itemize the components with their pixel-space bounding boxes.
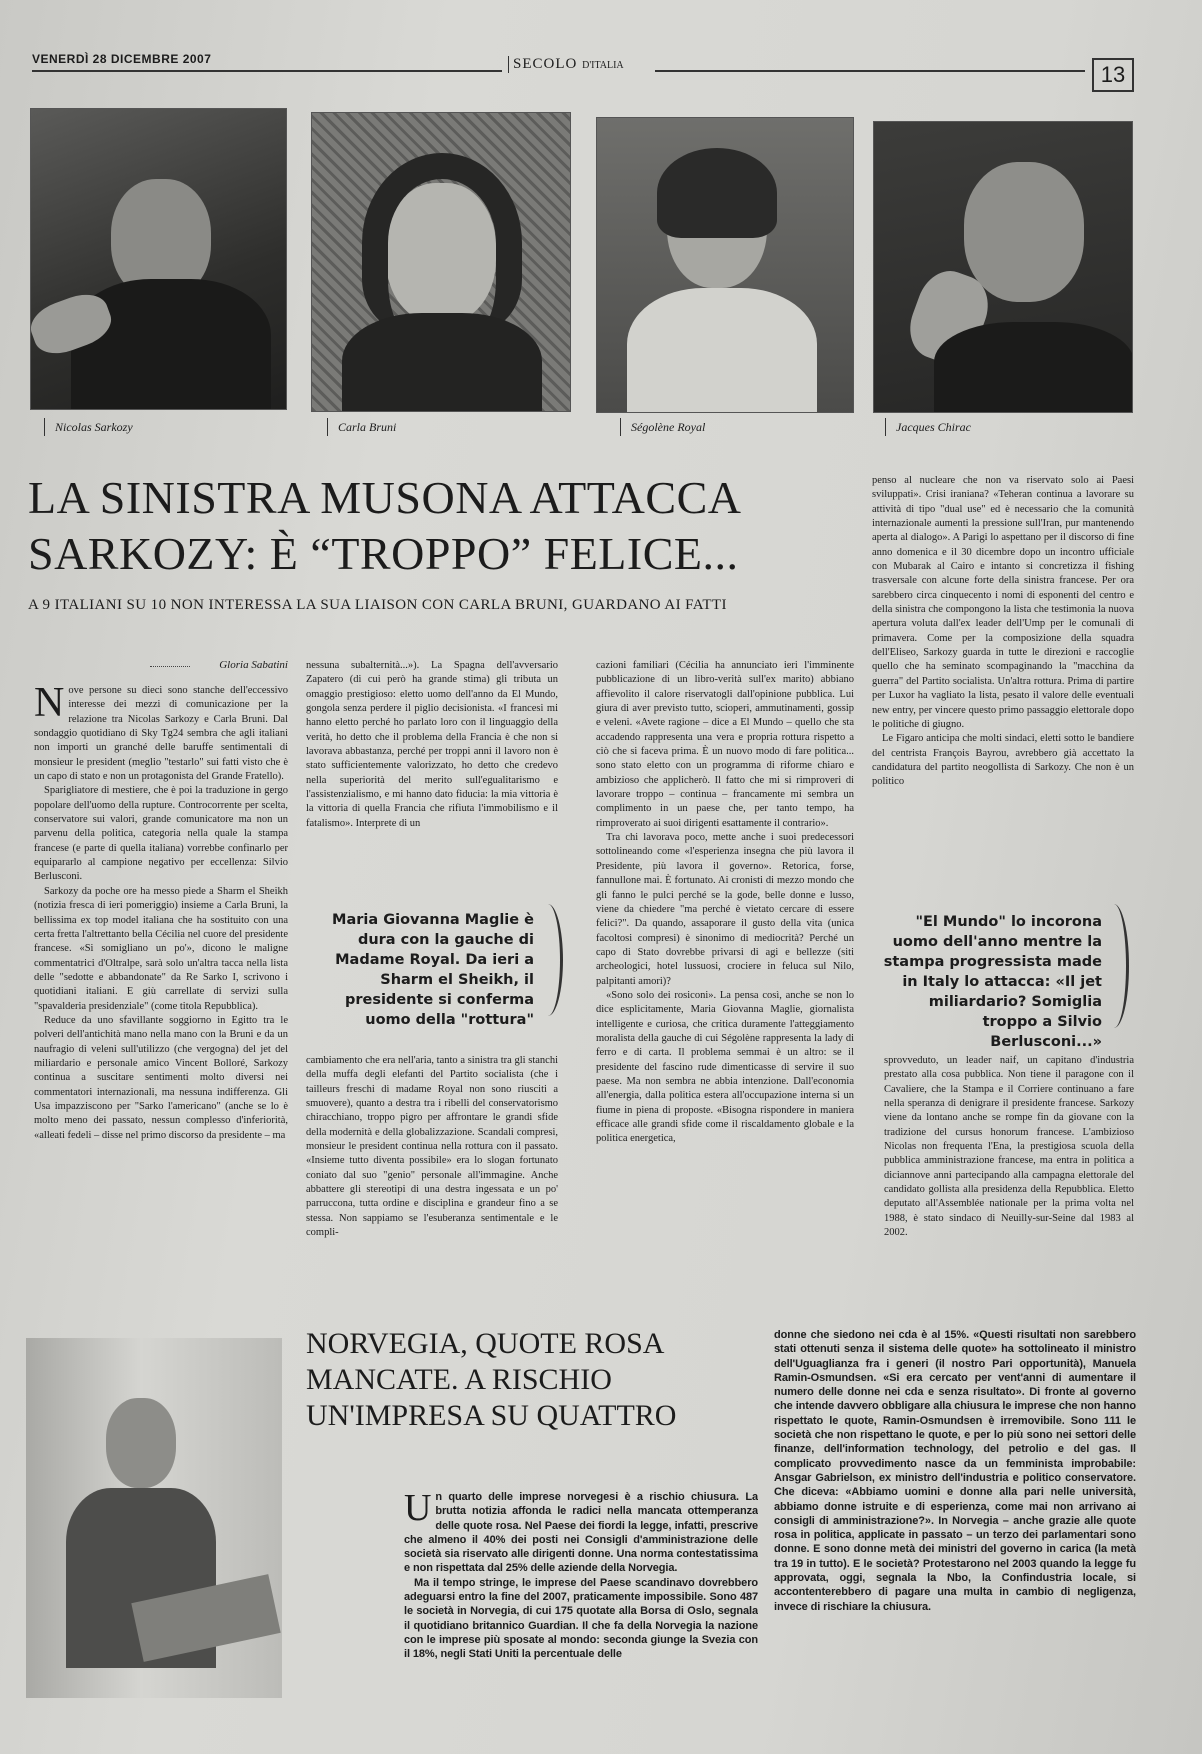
headline-line: UN'IMPRESA SU QUATTRO — [306, 1399, 677, 1432]
headline-line: NORVEGIA, QUOTE ROSA — [306, 1327, 665, 1360]
header-rule-left — [32, 70, 502, 72]
article-paragraph: Le Figaro anticipa che molti sindaci, eletti sotto le bandiere del centrista François Bayrou, avrebbero già accettato la candidatura del partito neogollista di Sarkozy. Che non è un politico — [872, 733, 1134, 788]
main-headline — [28, 470, 868, 582]
headline-line: LA SINISTRA MUSONA ATTACCA — [28, 472, 742, 523]
article-paragraph: ove persone su dieci sono stanche dell'eccessivo interesse dei mezzi di comunicazione per la relazione tra Nicolas Sarkozy e Carla Bruni. Dal sondaggio quotidiano di Sky Tg24 sembra che agli italiani non importi un granché delle baruffe sentimentali di monsieur le president (meglio "testarlo" sui fatti visto che è un capo di stato e non un protagonista del Grande Fratello). — [34, 685, 288, 783]
article-paragraph: nessuna subalternità...»). La Spagna dell'avversario Zapatero (di cui però ha grande stima) gli tributa un omaggio prestigioso: eletto uomo dell'anno da El Mundo, gongola senza perdere il piglio decisionista. «I francesi mi hanno eletto perché ho parlato loro con il linguaggio della verità, ho detto che il problema della Francia è che non si lavorava abbastanza, perché per troppi anni il lavoro non è stato sufficientemente valorizzato, ho detto che credevo nella superiorità del merito sull'egualitarismo e l'assistenzialismo, e mi hanno dato fiducia: la mia vittoria è la vittoria di quella Francia che rifiuta l'immobilismo e il fatalismo». Interprete di un — [306, 660, 558, 829]
pull-quote-bracket — [1104, 904, 1129, 1028]
photo-caption: Nicolas Sarkozy — [44, 418, 133, 436]
photo-caption: Carla Bruni — [327, 418, 396, 436]
article-column-2-bottom — [306, 1054, 558, 1512]
article-paragraph: cazioni familiari (Cécilia ha annunciato ieri l'imminente pubblicazione di un libro-verità sull'ex marito) abbiano affievolito il calore riservatogli dall'opinione pubblica. Lui giura di aver previsto tutto, scioperi, ammutinamenti, gossip e veleni. «Avete ragione – dice a El Mundo – quello che sta accadendo rappresenta una vera e propria rottura rispetto a ciò che si faceva prima. È un nuovo modo di fare politica... sono stato eletto con un programma di riforme chiaro e ambizioso che applicherò. Il fatto che mi si rimproveri di lavorare troppo – continua – francamente mi sembra un complimento in un paese che, per tanto tempo, ha rimproverato ai suoi dirigenti esattamente il contrario». — [596, 660, 854, 829]
drop-cap: N — [34, 684, 65, 726]
photo-royal — [596, 117, 854, 413]
photo-caption: Ségolène Royal — [620, 418, 705, 436]
photo-bruni — [311, 112, 571, 412]
article-column-2-top — [306, 659, 558, 891]
newspaper-name-suffix: D'ITALIA — [582, 60, 624, 71]
pull-quote-left: Maria Giovanna Maglie è dura con la gauche di Madame Royal. Da ieri a Sharm el Sheikh, il presidente si conferma uomo della "rottura" — [332, 912, 534, 1028]
headline-line: MANCATE. A RISCHIO — [306, 1363, 612, 1396]
article-paragraph: n quarto delle imprese norvegesi è a rischio chiusura. La brutta notizia affonda le radici nella mancata ottemperanza delle quote rosa. Nel Paese dei fiordi la legge, infatti, prescrive che almeno il 40% dei posti nei Consigli d'amministrazione delle società sia riservato alle dirigenti donne. Una norma contestatissima e non rispettata dal 25% delle aziende della Norvegia. — [404, 1491, 758, 1575]
article-paragraph: Tra chi lavorava poco, mette anche i suoi predecessori sottolineando come «l'esperienza insegna che più lavora il Presidente, più lavora il governo». Retorica, forse, fannullone mai. È fortunato. Ai cronisti di mezzo mondo che gli fanno le pulci perché se la gode, belle donne e lusso, viene da chiedere "ma perché è vietato cercare di essere felici?". Da quando, assaporare il gusto della vita (unica facoltosi compresi) è sinonimo di mediocrità? Perché un capo di Stato dovrebbe privarsi di agi e bellezze (siti archeologici, hotel lussuosi, crociere in feluca sul Nilo, palpitanti amori)? — [596, 832, 854, 987]
article-paragraph: Sarkozy da poche ore ha messo piede a Sharm el Sheikh (notizia fresca di ieri pomeriggio) insieme a Carla Bruni, la bellissima ex top model italiana che ha sostituito con una certa fretta l'altrettanto bella Cécilia nel cuore del presidente francese. «Si somigliano un po'», dicono le maligne commentatrici d'Oltralpe, sarà solo un'altra tacca nella lista delle "sedotte e abbandonate" da Re Sarko I, scrivono i quotidiani italiani. E giù carrellate di servizi sulla "spavalderia presidenziale" (come titola Repubblica). — [34, 885, 288, 1012]
byline: Gloria Sabatini — [219, 659, 288, 671]
article-column-4-top — [872, 474, 1134, 884]
photo-caption: Jacques Chirac — [885, 418, 971, 436]
article-paragraph: Ma il tempo stringe, le imprese del Paese scandinavo dovrebbero adeguarsi entro la fine del 2007, praticamente impossibile. Sono 487 le società in Norvegia, di cui 175 quotate alla Borsa di Oslo, segnala il quotidiano britannico Guardian. Il che fa della Norvegia la nazione con le imprese più sposate al mondo: seconda giunge la Svezia con il 18%, negli Stati Uniti la percentuale delle — [404, 1576, 758, 1661]
photo-chirac — [873, 121, 1133, 413]
headline-line: SARKOZY: È “TROPPO” FELICE... — [28, 528, 739, 579]
pull-quote-bracket — [538, 904, 563, 1016]
newspaper-name — [508, 56, 624, 73]
pull-quote-right: "El Mundo" lo incorona uomo dell'anno mentre la stampa progressista made in Italy lo attacca: «Il jet miliardario? Somiglia troppo a Silvio Berlusconi...» — [883, 914, 1102, 1050]
second-headline — [306, 1326, 746, 1434]
article-paragraph: «Sono solo dei rosiconi». La pensa così, anche se non lo dice esplicitamente, Maria Giovanna Maglie, giornalista intelligente e curiosa, che critica duramente l'atteggiamento moralista della gauche di cui Ségolène rappresenta la lady di ferro e di carta. Il problema semmai è un altro: se il presidente del fascino rude dimenticasse di servire il suo paese. Ma non sembra ne abbia intenzione. Dall'economia all'energia, dalla politica estera all'occupazione interna si un fiume in piena di proposte. «Bisogna rispondere in maniera efficace alle grandi sfide come il riscaldamento globale e la politica energetica, — [596, 989, 854, 1145]
article-paragraph: Reduce da uno sfavillante soggiorno in Egitto tra le polveri dell'antichità mano nella mano con la Bruni e da un naufragio di veleni sull'utilizzo (che vergogna) del jet del miliardario e personale amico Vincent Bolloré, Sarkozy continua a suscitare sentimenti molto diversi nei commentatori internazionali, ma nessuna indifferenza. Gli Usa impazziscono per "Sarko l'americano" (anche se lo è molto meno dei passato, nessun complesso d'inferiorità, «alleati fedeli – disse nel primo discorso da presidente – ma — [34, 1014, 288, 1141]
article-paragraph: sprovveduto, un leader naif, un capitano d'industria prestato alla cosa pubblica. Non tiene il paragone con il Cavaliere, che la Stampa e il Corriere continuano a fare nella speranza di denigrare il presidente francese. Sarkozy viene da lontano anche se rompe fin da giovane con la tradizione del cursus honorum francese. L'ambizioso Nicolas non frequenta l'Ena, la prestigiosa scuola della pubblica amministrazione francese, ma entra in politica a diciannove anni partecipando alla campagna elettorale del candidato gollista alla presidenza della Repubblica. Eletto deputato all'Assemblée nationale per la prima volta nel 1988, è stato sindaco di Neuilly-sur-Seine dal 1983 al 2002. — [884, 1055, 1134, 1239]
article-paragraph: penso al nucleare che non va riservato solo ai Paesi sviluppati». Crisi iraniana? «Teheran continua a lavorare su attività di tipo "dual use" ed è necessario che la comunità internazionale aumenti la pressione sull'Iran, pur mantenendo aperta al dialogo». A Parigi lo aspettano per il discorso di fine anno domenica e il 30 dicembre dopo un incontro ufficiale con Mubarak al Cairo e intanto si concretizza il fishing trasversale con alcune forte della sinistra francese. Per ora sarebbero circa cinquecento i nomi di esponenti del centro e della sinistra che compongono la lista che testimonia la nuova apertura voluta dall'ex leader dell'Ump per le comunali di primavera. Come per la composizione della squadra dell'Eliseo, Sarkozy guarda in tutte le direzioni e raccoglie quello che ha seminato scompaginando la "macchina da guerra" del Partito socialista. Un'altra rottura. Prima di partire per Luxor ha vagliato la lista, pesato il valore delle eventuali new entry, per vincere questo primo passaggio elettorale dopo le politiche di giugno. — [872, 475, 1134, 730]
article-paragraph: donne che siedono nei cda è al 15%. «Questi risultati non sarebbero stati ottenuti senza il sistema delle quote» ha sottolineato il ministro dell'Uguaglianza fra i generi (il nostro Pari opportunità), Manuela Ramin-Osmundsen. «Si era cercato per vent'anni di aumentare il numero delle donne nei cda e senza risultato». Di fronte al governo che intende davvero obbligare alla chiusura le imprese che non hanno rispettato le quote, Ramin-Osmundsen è irremovibile. Sono 111 le società che non rispettano le quote, e per lo più sono nei settori delle finanze, dell'information technology, del petrolio e del gas. Il complicato provvedimento nasce da un femminista improbabile: Ansgar Gabrielson, ex ministro dell'industria e politico conservatore. Che diceva: «Abbiamo uomini e donne alla pari nelle università, abbiamo donne istruite e di esperienza, come mai non arrivano ai consigli di amministrazione?». In Norvegia – anche grazie alle quote rosa in politica, applicate in passato – un terzo dei parlamentari sono donne. E sono donne metà dei ministri del governo in carica (la metà tra 19 in tutto). E le società? Protestarono nel 2003 quando la legge fu approvata, oggi, segnala la Nbo, la Confindustria locale, si accontenterebbero di pagare una multa in cambio di negligenza, invece di rischiare la chiusura. — [774, 1329, 1136, 1613]
subheadline: A 9 ITALIANI SU 10 NON INTERESSA LA SUA LIAISON CON CARLA BRUNI, GUARDANO AI FATTI — [28, 597, 727, 613]
header-rule-right — [655, 70, 1085, 72]
article-paragraph: Sparigliatore di mestiere, che è poi la traduzione in gergo popolare dell'uomo della rupture. Controcorrente per scelta, conservatore sui valori, grande comunicatore ma non un parvenu della politica, categoria nella quale la stampa francese (e parte di quella italiana) vorrebbe confinarlo per equipararlo al campione negativo per eccellenza: Silvio Berlusconi. — [34, 785, 288, 883]
article2-column-1 — [404, 1490, 758, 1714]
photo-sarkozy — [30, 108, 287, 410]
article2-column-2 — [774, 1328, 1136, 1713]
drop-cap: U — [404, 1490, 432, 1529]
photo-norway-woman — [26, 1338, 282, 1698]
article-paragraph: cambiamento che era nell'aria, tanto a sinistra tra gli stanchi della muffa degli elefanti del Partito socialista (che i tailleurs freschi di madame Royal non sono riusciti a smuovere), quanto a destra tra i ribelli del conservatorismo chiracchiano, troppo pigro per affrontare le grandi sfide della modernità e della globalizzazione. Scandali compresi, monsieur le president continua nella rottura con il passato. «Insieme tutto diventa possibile» era lo slogan fortunato coniato dal suo "genio" personale all'immagine. Anche abbattere gli stereotipi di una destra ingessata e un po' parruccona, tutta ordine e disciplina e grandeur fino a se stessa. Non sappiamo se l'esuberanza sentimentale e le compli- — [306, 1055, 558, 1239]
issue-date: VENERDÌ 28 DICEMBRE 2007 — [32, 52, 212, 66]
page-number: 13 — [1092, 58, 1134, 92]
newspaper-name-main: SECOLO — [513, 56, 578, 72]
